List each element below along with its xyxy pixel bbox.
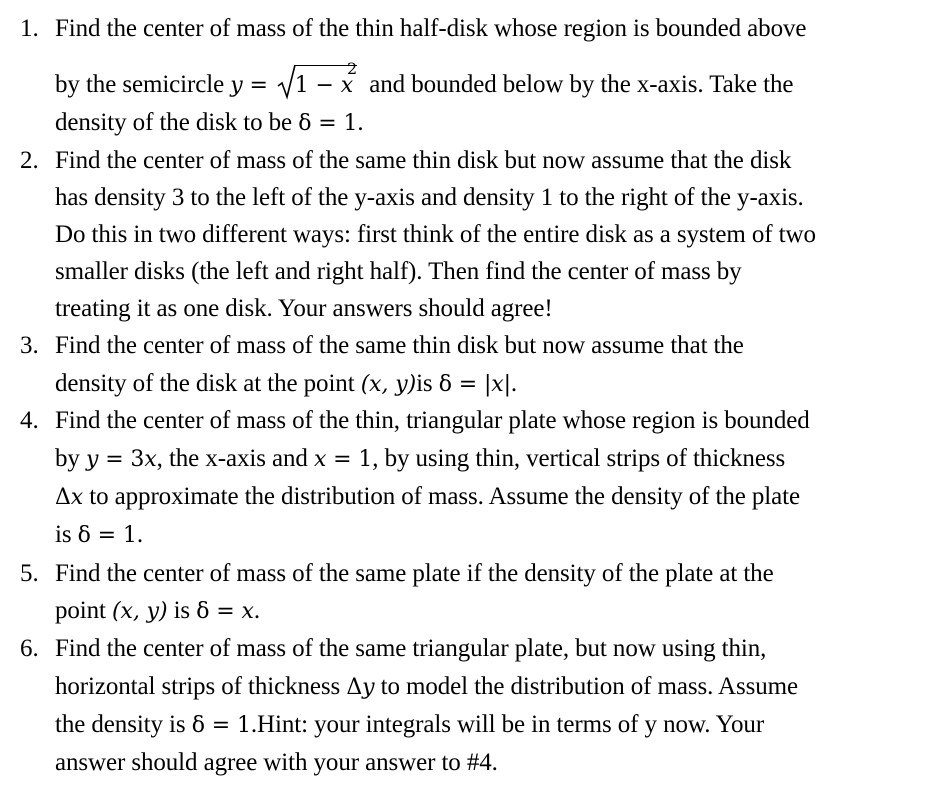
math-equals: =	[451, 372, 484, 397]
math-equals: =	[209, 599, 242, 624]
math-one-minus: 1 −	[294, 73, 341, 98]
item-4-line-2	[55, 444, 785, 475]
math-x: x	[144, 447, 157, 472]
text-run: , by using thin, vertical strips of thickness	[372, 445, 786, 472]
math-number: 1	[358, 447, 373, 472]
math-delta-upper: Δ	[346, 675, 363, 700]
item-5-line-2	[55, 596, 260, 627]
math-equals: =	[242, 73, 275, 98]
text-run: and bounded below by the x-axis. Take the	[363, 71, 794, 98]
math-x: x	[340, 73, 354, 98]
text-run: .	[510, 370, 518, 397]
item-6-line-2	[55, 672, 798, 703]
radical-sign-icon	[277, 64, 297, 100]
math-number: 1	[122, 523, 137, 548]
math-delta: δ	[438, 372, 452, 397]
text-run: point	[55, 597, 113, 624]
math-delta-upper: Δ	[55, 485, 71, 510]
item-6-line-4: answer should agree with your answer to #4.	[55, 749, 498, 776]
math-equals: =	[90, 523, 123, 548]
math-abs-x: |x|	[483, 372, 511, 397]
text-run: .	[253, 597, 260, 624]
item-4-line-1: Find the center of mass of the thin, triangular plate whose region is bounded	[55, 407, 810, 434]
sqrt-expression	[277, 70, 353, 101]
item-6-line-1: Find the center of mass of the same triangular plate, but now using thin,	[55, 635, 767, 662]
item-5-line-1: Find the center of mass of the same plate if the density of the plate at the	[55, 560, 774, 587]
math-y: y	[230, 73, 243, 98]
text-run: by the semicircle	[55, 71, 231, 98]
text-run: .	[136, 521, 143, 548]
item-1-line-1: Find the center of mass of the thin half-disk whose region is bounded above	[55, 15, 807, 42]
math-equals: =	[326, 447, 359, 472]
math-delta: δ	[191, 713, 205, 738]
text-run: .	[357, 109, 364, 136]
math-equals: =	[311, 111, 344, 136]
text-run: the density is	[55, 711, 192, 738]
text-run: , the x-axis and	[156, 445, 314, 472]
math-equals: =	[98, 447, 131, 472]
item-3-line-2	[55, 369, 517, 400]
text-run: is	[167, 597, 197, 624]
text-run: .Hint: your integrals will be in terms of y now. Your	[250, 711, 765, 738]
item-2-line-1: Find the center of mass of the same thin disk but now assume that the disk	[55, 147, 792, 174]
item-3-line-1: Find the center of mass of the same thin disk but now assume that the	[55, 332, 744, 359]
item-4-line-4	[55, 520, 143, 551]
item-number: 4.	[20, 407, 39, 434]
text-run: density of the disk to be	[55, 109, 299, 136]
math-y: y	[362, 675, 375, 700]
item-number: 2.	[20, 147, 39, 174]
math-number: 1	[343, 111, 358, 136]
item-number: 1.	[20, 15, 39, 42]
math-equals: =	[204, 713, 237, 738]
text-run: to approximate the distribution of mass. Assume the density of the plate	[83, 483, 800, 510]
math-delta: δ	[77, 523, 91, 548]
item-2-line-3: Do this in two different ways: first think of the entire disk as a system of two	[55, 221, 816, 248]
math-x: x	[241, 599, 254, 624]
item-number: 5.	[20, 560, 39, 587]
math-point: (x, y)	[360, 372, 417, 397]
text-run: density of the disk at the point	[55, 370, 361, 397]
item-6-line-3	[55, 710, 764, 741]
item-2-line-2: has density 3 to the left of the y-axis and density 1 to the right of the y-axis.	[55, 184, 804, 211]
math-x: x	[70, 485, 84, 510]
math-number: 1	[236, 713, 251, 738]
text-run: is	[55, 521, 78, 548]
item-number: 3.	[20, 332, 39, 359]
math-delta: δ	[196, 599, 210, 624]
math-point: (x, y)	[112, 599, 168, 624]
item-2-line-5: treating it as one disk. Your answers should agree!	[55, 295, 553, 322]
text-run: to model the distribution of mass. Assume	[374, 673, 799, 700]
math-delta: δ	[298, 111, 312, 136]
math-x: x	[313, 447, 327, 472]
item-number: 6.	[20, 635, 39, 662]
text-run: by	[55, 445, 86, 472]
math-number: 3	[130, 447, 145, 472]
text-run: is	[416, 370, 439, 397]
item-1-line-2	[55, 59, 794, 102]
math-y: y	[85, 447, 99, 472]
text-run: horizontal strips of thickness	[55, 673, 347, 700]
item-1-line-3	[55, 108, 364, 139]
item-2-line-4: smaller disks (the left and right half). Then find the center of mass by	[55, 258, 742, 285]
item-4-line-3	[55, 482, 800, 513]
math-exponent: 2	[347, 59, 358, 78]
